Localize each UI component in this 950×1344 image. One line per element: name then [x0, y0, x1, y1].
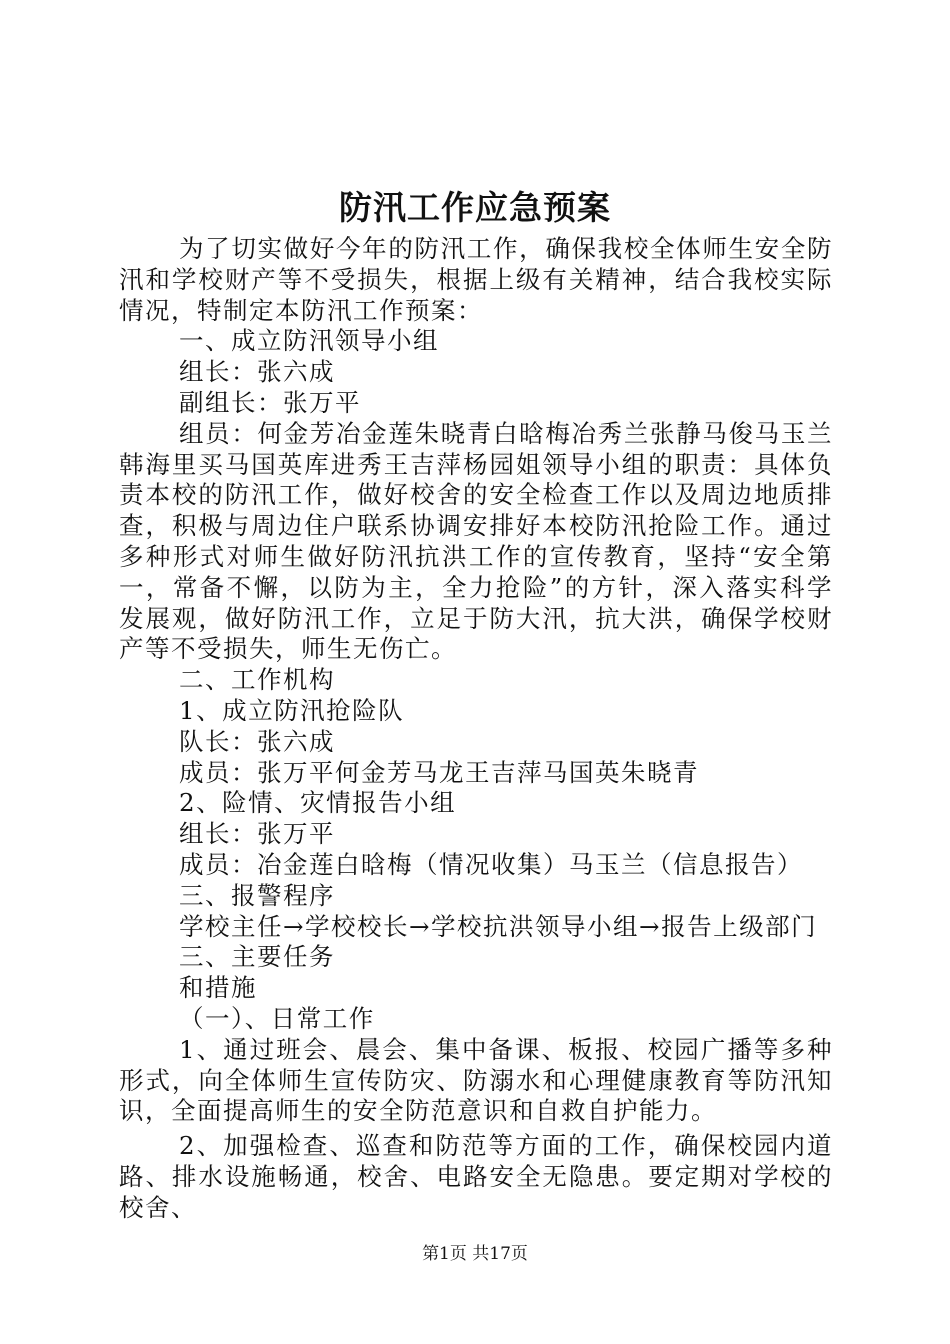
leader-line: 组长：张万平: [179, 819, 335, 849]
document-title: 防汛工作应急预案: [339, 188, 611, 227]
task-paragraph: 1、通过班会、晨会、集中备课、板报、校园广播等多种形式，向全体师生宣传防灾、防溺水和心理健康教育等防汛知识，全面提高师生的安全防范意识和自救自护能力。: [119, 1034, 833, 1126]
captain-line: 队长：张六成: [179, 726, 335, 756]
subsection-heading: 2、险情、灾情报告小组: [179, 788, 457, 818]
deputy-leader-line: 副组长：张万平: [179, 387, 361, 417]
section-heading: 二、工作机构: [179, 665, 335, 695]
members-paragraph: 组员：何金芳冶金莲朱晓青白晗梅冶秀兰张静马俊马玉兰韩海里买马国英库进秀王吉萍杨园姐领导小组的职责：具体负责本校的防汛工作，做好校舍的安全检查工作以及周边地质排查，积极与周边住户联系协调安排好本校防汛抢险工作。通过多种形式对师生做好防汛抗洪工作的宣传教育，坚持“安全第一，常备不懈，以防为主，全力抢险”的方针，深入落实科学发展观，做好防汛工作，立足于防大汛，抗大洪，确保学校财产等不受损失，师生无伤亡。: [119, 418, 833, 664]
section-heading: 三、主要任务: [179, 942, 335, 972]
leader-line: 组长：张六成: [179, 357, 335, 387]
members-line: 成员：张万平何金芳马龙王吉萍马国英朱晓青: [179, 757, 699, 787]
subsection-heading: （一）、日常工作: [179, 1003, 375, 1033]
subsection-heading: 1、成立防汛抢险队: [179, 695, 405, 725]
section-heading: 三、报警程序: [179, 880, 335, 910]
members-line: 成员：冶金莲白晗梅（情况收集）马玉兰（信息报告）: [179, 849, 803, 879]
section-heading-continued: 和措施: [179, 973, 257, 1003]
alarm-procedure-line: 学校主任→学校校长→学校抗洪领导小组→报告上级部门: [179, 911, 818, 941]
document-body: [119, 234, 833, 1224]
intro-paragraph: 为了切实做好今年的防汛工作，确保我校全体师生安全防汛和学校财产等不受损失，根据上级有关精神，结合我校实际情况，特制定本防汛工作预案：: [119, 234, 833, 325]
page-footer: 第1页 共17页: [422, 1244, 528, 1264]
section-heading: 一、成立防汛领导小组: [179, 326, 439, 356]
task-paragraph: 2、加强检查、巡查和防范等方面的工作，确保校园内道路、排水设施畅通，校舍、电路安全无隐患。要定期对学校的校舍、: [119, 1131, 833, 1222]
